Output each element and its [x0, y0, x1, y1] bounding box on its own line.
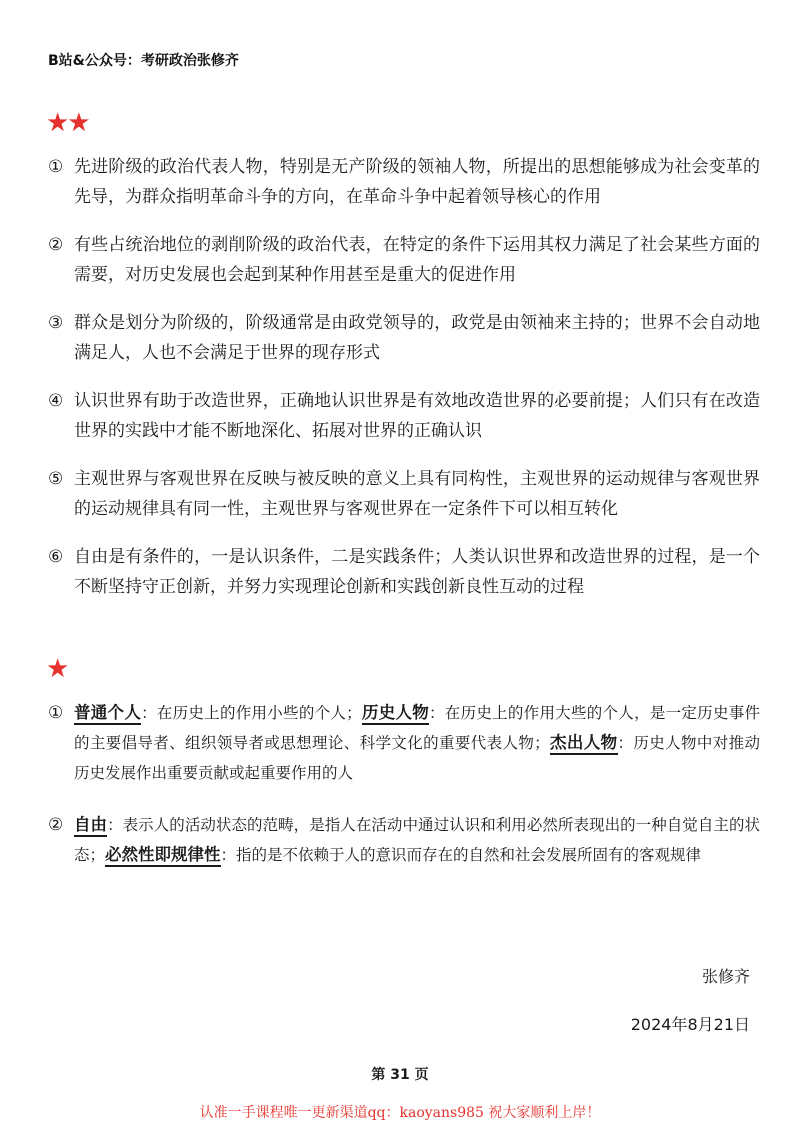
item-text: 自由是有条件的，一是认识条件，二是实践条件；人类认识世界和改造世界的过程，是一个不断坚持守正创新，并努力实现理论创新和实践创新良性互动的过程	[74, 547, 760, 597]
item-text: 先进阶级的政治代表人物，特别是无产阶级的领袖人物，所提出的思想能够成为社会变革的先导，为群众指明革命斗争的方向，在革命斗争中起着领导核心的作用	[74, 157, 760, 207]
item-number: ②	[48, 235, 64, 255]
page-number: 第 31 页	[371, 1067, 429, 1083]
item-text: 群众是划分为阶级的，阶级通常是由政党领导的，政党是由领袖来主持的；世界不会自动地满足人，人也不会满足于世界的现存形式	[74, 313, 760, 363]
list-item	[48, 308, 760, 368]
one-star-icon: ★	[46, 654, 68, 684]
item-number: ⑤	[48, 469, 64, 489]
term-freedom: 自由	[74, 815, 107, 837]
item-number: ⑥	[48, 547, 64, 567]
list-item	[48, 386, 760, 446]
definition-text	[74, 698, 760, 788]
item-number: ①	[48, 157, 64, 177]
term-outstanding-figure: 杰出人物	[550, 733, 618, 755]
item-text: 认识世界有助于改造世界，正确地认识世界是有效地改造世界的必要前提；人们只有在改造世界的实践中才能不断地深化、拓展对世界的正确认识	[74, 391, 760, 441]
definition-text	[74, 810, 760, 870]
item-number: ②	[48, 815, 64, 835]
item-number: ④	[48, 391, 64, 411]
term-necessity: 必然性即规律性	[105, 845, 221, 867]
list-item	[48, 542, 760, 602]
term-historical-figure: 历史人物	[362, 703, 429, 725]
item-text: 主观世界与客观世界在反映与被反映的意义上具有同构性，主观世界的运动规律与客观世界的运动规律具有同一性，主观世界与客观世界在一定条件下可以相互转化	[74, 469, 760, 519]
definition: ：指的是不依赖于人的意识而存在的自然和社会发展所固有的客观规律	[220, 846, 702, 864]
author-signature: 张修齐	[701, 967, 750, 986]
list-item	[48, 464, 760, 524]
definition-item	[48, 698, 760, 788]
definition: ：在历史上的作用大些的个人，是一定历史事件的主要倡导者、组织领导者或思想理论、科学文化的重要代表人物；	[74, 704, 760, 752]
item-number: ③	[48, 313, 64, 333]
item-text: 有些占统治地位的剥削阶级的政治代表，在特定的条件下运用其权力满足了社会某些方面的需要，对历史发展也会起到某种作用甚至是重大的促进作用	[74, 235, 760, 285]
definition: ：在历史上的作用小些的个人；	[141, 704, 362, 722]
definition: ：表示人的活动状态的范畴，是指人在活动中通过认识和利用必然所表现出的一种自觉自主的状态；	[74, 816, 760, 864]
date: 2024年8月21日	[630, 1015, 750, 1034]
footer-notice: 认准一手课程唯一更新渠道qq：kaoyans985 祝大家顺利上岸！	[199, 1105, 601, 1121]
item-number: ①	[48, 703, 64, 723]
list-item	[48, 152, 760, 212]
header-text: B站&公众号：考研政治张修齐	[48, 53, 239, 69]
list-item	[48, 230, 760, 290]
two-star-icon: ★★	[46, 108, 89, 138]
definition-item	[48, 810, 760, 870]
definition: ：历史人物中对推动历史发展作出重要贡献或起重要作用的人	[74, 734, 760, 782]
term-ordinary-individual: 普通个人	[74, 703, 141, 725]
